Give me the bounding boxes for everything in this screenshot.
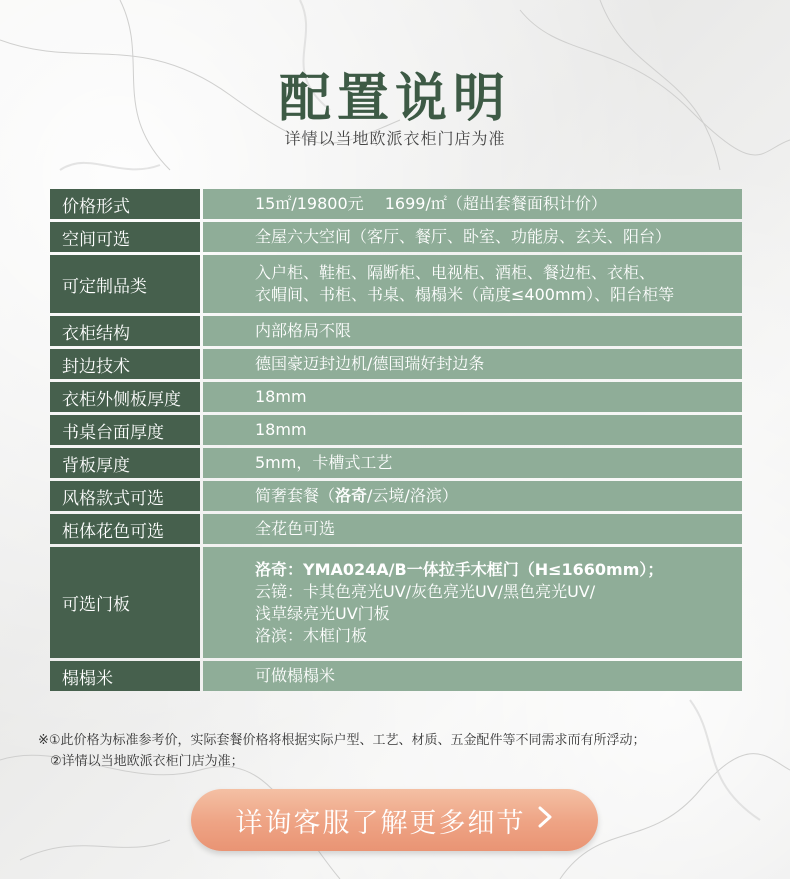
row-label: 柜体花色可选: [50, 514, 200, 544]
value-line: 15㎡/19800元 1699/㎡（超出套餐面积计价）: [255, 194, 607, 213]
value-line: 18mm: [255, 387, 307, 406]
value-line: 全花色可选: [255, 519, 336, 538]
row-label: 背板厚度: [50, 448, 200, 478]
row-label: 价格形式: [50, 189, 200, 219]
table-row: [50, 514, 742, 544]
value-suffix: /云境/洛滨）: [367, 486, 458, 505]
row-label: 榻榻米: [50, 661, 200, 691]
value-line: 浅草绿亮光UV门板: [255, 603, 390, 623]
table-row: [50, 222, 742, 252]
value-line: 云镜：卡其色亮光UV/灰色亮光UV/黑色亮光UV/: [255, 581, 596, 601]
row-label: 风格款式可选: [50, 481, 200, 511]
table-row: [50, 349, 742, 379]
value-line: 18mm: [255, 420, 307, 439]
value-line: 可做榻榻米: [255, 666, 336, 685]
table-row: [50, 661, 742, 691]
row-value: [203, 349, 742, 379]
table-row: [50, 255, 742, 313]
page-title: 配置说明: [278, 69, 511, 129]
footnote-line-1: ※①此价格为标准参考价，实际套餐价格将根据实际户型、工艺、材质、五金配件等不同需求而有所浮动；: [38, 733, 646, 748]
table-row: [50, 448, 742, 478]
row-label: 衣柜结构: [50, 316, 200, 346]
row-label: 封边技术: [50, 349, 200, 379]
cta-label: 详询客服了解更多细节: [235, 807, 526, 839]
table-row: [50, 547, 742, 658]
value-line: 德国豪迈封边机/德国瑞好封边条: [255, 354, 485, 373]
row-label: 空间可选: [50, 222, 200, 252]
row-label: 书桌台面厚度: [50, 415, 200, 445]
table-row: [50, 481, 742, 511]
contact-service-button[interactable]: [191, 789, 598, 851]
row-value: [203, 448, 742, 478]
footnote-line-2: ②详情以当地欧派衣柜门店为准；: [50, 754, 244, 769]
value-line: 全屋六大空间（客厅、餐厅、卧室、功能房、玄关、阳台）: [255, 227, 672, 246]
row-value: [203, 661, 742, 691]
row-label: 衣柜外侧板厚度: [50, 382, 200, 412]
row-value: [203, 481, 742, 511]
chevron-right-icon: [536, 805, 554, 835]
value-prefix: 简奢套餐（: [255, 486, 336, 505]
row-label: 可选门板: [50, 547, 200, 658]
value-line-bold: 洛奇：YMA024A/B一体拉手木框门（H≤1660mm）；: [255, 559, 664, 579]
row-value: [203, 415, 742, 445]
page-subtitle: 详情以当地欧派衣柜门店为准: [284, 129, 506, 148]
row-value: [203, 547, 742, 658]
table-row: [50, 316, 742, 346]
value-line: 入户柜、鞋柜、隔断柜、电视柜、酒柜、餐边柜、衣柜、: [255, 263, 656, 282]
row-label: 可定制品类: [50, 255, 200, 313]
row-value: [203, 382, 742, 412]
row-value: [203, 316, 742, 346]
row-value: [203, 222, 742, 252]
footnote: [38, 730, 778, 772]
table-row: [50, 415, 742, 445]
value-line: 洛滨：木框门板: [255, 625, 368, 645]
value-line: 内部格局不限: [255, 321, 352, 340]
value-line: 5mm，卡槽式工艺: [255, 453, 393, 472]
table-row: [50, 189, 742, 219]
value-bold: 洛奇: [335, 486, 368, 505]
table-row: [50, 382, 742, 412]
row-value: [203, 514, 742, 544]
row-value: [203, 189, 742, 219]
row-value: [203, 255, 742, 313]
config-table: [50, 189, 742, 694]
value-line: 衣帽间、书柜、书桌、榻榻米（高度≤400mm）、阳台柜等: [255, 285, 675, 304]
